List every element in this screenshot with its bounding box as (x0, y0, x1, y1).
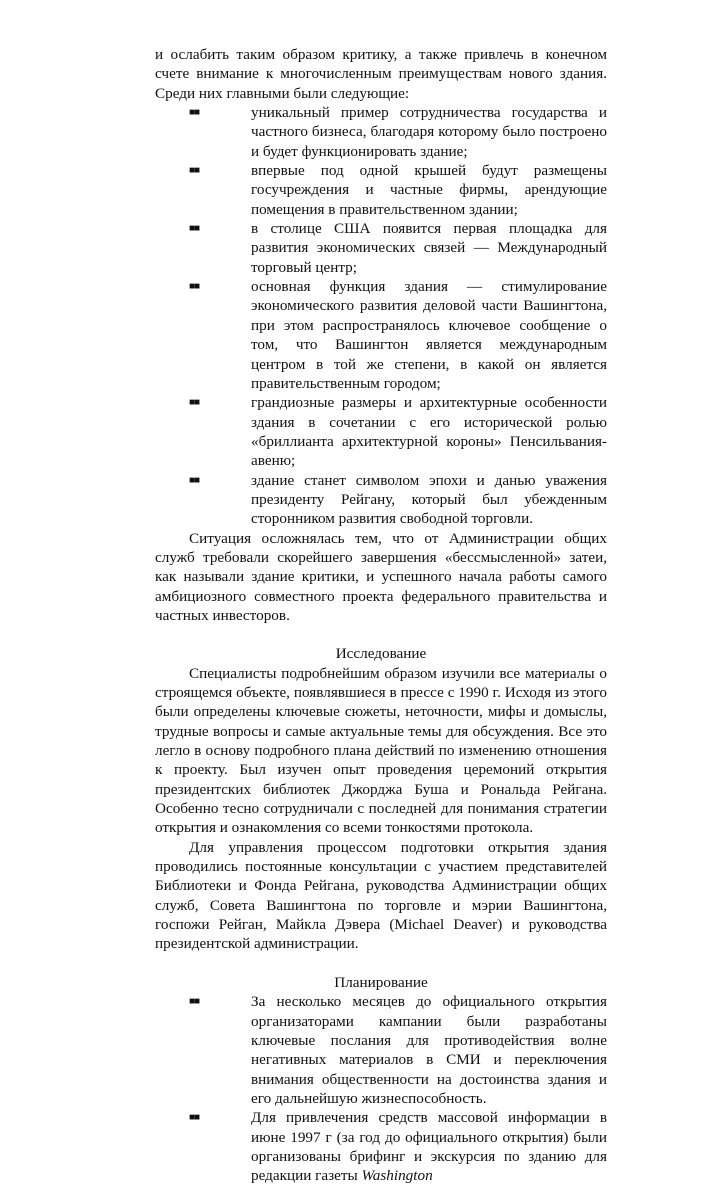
list-item (189, 1108, 607, 1185)
bullet-marker-icon: ■■ (189, 1112, 200, 1124)
bullet-marker-icon: ■■ (189, 223, 200, 235)
document-body (155, 45, 607, 1186)
list-item-text: уникальный пример сотрудничества государства и частного бизнеса, благодаря которому было построено и будет функционировать здание; (251, 104, 607, 160)
situation-paragraph: Ситуация осложнялась тем, что от Администрации общих служб требовали скорейшего завершения «бессмысленной» затеи, как называли здание критики, и успешного начала работы самого амбициозного совместного проекта федерального правительства и частных инвесторов. (155, 529, 607, 624)
list-item (189, 103, 607, 161)
bullet-marker-icon: ■■ (189, 281, 200, 293)
planning-list (155, 992, 607, 1185)
research-paragraph-1: Специалисты подробнейшим образом изучили все материалы о строящемся объекте, появлявшиеся в прессе с 1990 г. Исходя из этого были определены ключевые сюжеты, неточности, мифы и домыслы, трудные вопросы и самые актуальные темы для обсуждения. Все это легло в основу подробного плана действий по изменению отношения к проекту. Был изучен опыт проведения церемоний открытия президентских библиотек Джорджа Буша и Рональда Рейгана. Особенно тесно сотрудничали с последней для понимания стратегии открытия и ознакомления со всеми тонкостями протокола. (155, 664, 607, 837)
bullet-marker-icon: ■■ (189, 165, 200, 177)
list-item (189, 393, 607, 470)
list-item-text: грандиозные размеры и архитектурные особенности здания в сочетании с его исторической ролью «бриллианта архитектурной короны» Пенсильвания-авеню; (251, 394, 607, 470)
list-item (189, 992, 607, 1108)
section-heading-research: Исследование (335, 645, 427, 663)
list-item-text: впервые под одной крышей будут размещены госучреждения и частные фирмы, арендующие помещения в правительственном здании; (251, 162, 607, 218)
research-paragraph-2: Для управления процессом подготовки открытия здания проводились постоянные консультации с участием представителей Библиотеки и Фонда Рейгана, руководства Администрации общих служб, Совета Вашингтона по торговле и мэрии Вашингтона, госпожи Рейган, Майкла Дэвера (Michael Deaver) и руководства президентской администрации. (155, 838, 607, 953)
list-item-text (251, 1108, 607, 1185)
list-item-text: в столице США появится первая площадка для развития экономических связей — Международный торговый центр; (251, 220, 607, 276)
bullet-marker-icon: ■■ (189, 397, 200, 409)
list-item (189, 471, 607, 529)
list-item (189, 219, 607, 277)
newspaper-name: Washington (361, 1167, 433, 1185)
intro-paragraph: и ослабить таким образом критику, а также привлечь в конечном счете внимание к многочисленным преимуществам нового здания. Среди них главными были следующие: (155, 46, 607, 102)
list-item-text: За несколько месяцев до официального открытия организаторами кампании были разработаны ключевые послания для противодействия волне негативных материалов в СМИ и переключения внимания общественности на достоинства здания и его дальнейшую жизнеспособность. (251, 993, 607, 1107)
section-heading-planning: Планирование (334, 973, 428, 991)
list-item-text: здание станет символом эпохи и данью уважения президенту Рейгану, который был убежденным сторонником развития свободной торговли. (251, 471, 607, 528)
bullet-marker-icon: ■■ (189, 996, 200, 1008)
bullet-marker-icon: ■■ (189, 474, 200, 486)
list-item (189, 277, 607, 393)
list-item (189, 161, 607, 219)
list-item-text-main: Для привлечения средств массовой информации в июне 1997 г (за год до официального открытия) были организованы брифинг и экскурсия по зданию для редакции газеты (251, 1109, 607, 1185)
list-item-text: основная функция здания — стимулирование экономического развития деловой части Вашингтона, при этом распространялось ключевое сообщение о том, что Вашингтон является международным центром в той же степени, в какой он является правительственным городом; (251, 278, 607, 392)
bullet-marker-icon: ■■ (189, 107, 200, 119)
benefits-list (155, 103, 607, 529)
